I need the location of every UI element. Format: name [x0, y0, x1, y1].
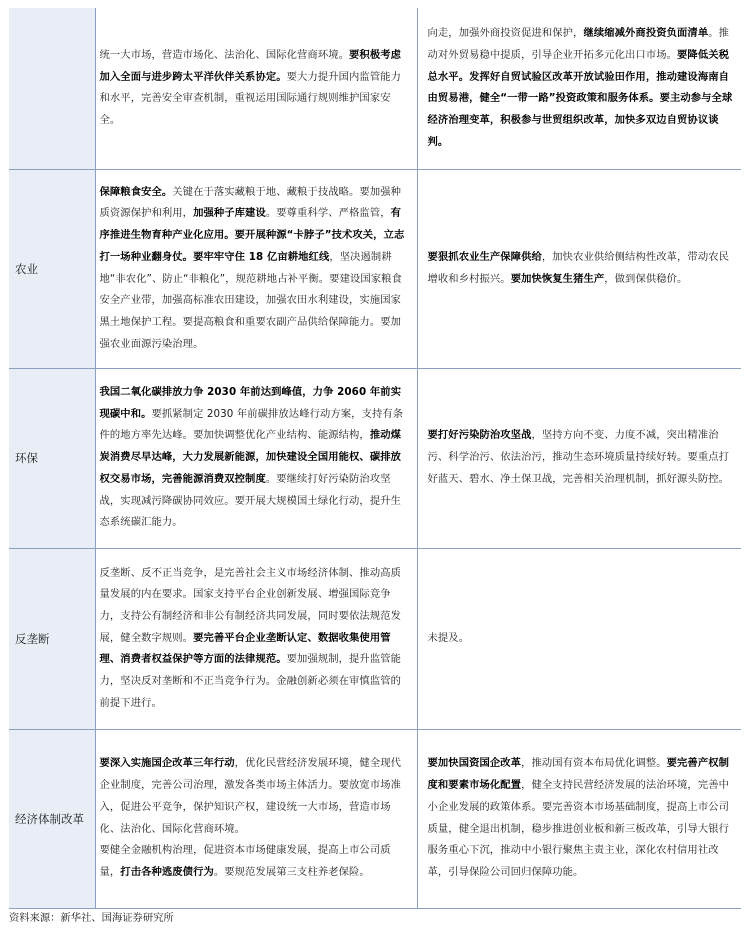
bold-text-run: 要完善平台企业垄断认定、数据收集使用管理、消费者权益保护等方面的法律规范。 [99, 631, 391, 666]
left-content-cell [95, 729, 417, 908]
text-run: 向走，加强外商投资促进和保护， [427, 27, 584, 40]
cell-paragraph [100, 45, 409, 132]
table-row [9, 729, 741, 908]
right-content-cell [417, 368, 741, 548]
right-content-cell [417, 729, 741, 908]
text-run: ，坚持方向不变、力度不减，突出精准治污、科学治污、依法治污，推动生态环境质量持续好转。要重点打好蓝天、碧水、净土保卫战，完善相关治理机制，抓好源头防控。 [427, 429, 730, 485]
text-run: ，坚决遏制耕地“非农化”、防止“非粮化”，规范耕地占补平衡。要建设国家粮食安全产业带，加强高标准农田建设，加强农田水利建设，实施国家黑土地保护工程。要提高粮食和重要农副产品供给保障能力。要加强农业面源污染治理。 [99, 250, 402, 350]
category-cell: 环保 [9, 368, 95, 548]
policy-comparison-document [9, 8, 741, 909]
text-run: 统一大市场，营造市场化、法治化、国际化营商环境。 [99, 48, 350, 61]
left-content-cell [95, 548, 417, 729]
text-run: 要健全金融机构治理，促进资本市场健康发展，提高上市公司质量， [99, 844, 391, 878]
text-run: ，推动国有资本布局优化调整。 [521, 757, 667, 770]
bold-text-run: 有序推进生物育种产业化应用。要开展种源“卡脖子”技术攻关，立志打一场种业翻身仗。要牢牢守住 18 亿亩耕地红线 [99, 207, 405, 263]
category-cell: 经济体制改革 [9, 729, 95, 908]
right-content-cell [417, 548, 741, 729]
cell-paragraph [100, 840, 409, 883]
bold-text-run: 我国二氧化碳排放力争 2030 年前达到峰值，力争 2060 年前实现碳中和。 [99, 386, 402, 420]
text-run: 关键在于落实藏粮于地、藏粮于技战略。要加强种质资源保护和利用， [99, 185, 402, 220]
bold-text-run: 要完善产权制度和要素市场化配置 [427, 757, 730, 792]
table-row [9, 368, 741, 548]
bold-text-run: 要积极考虑加入全面与进步跨太平洋伙伴关系协定。 [99, 48, 402, 83]
text-run: 。要规范发展第三支柱养老保险。 [213, 865, 370, 878]
bold-text-run: 推动煤炭消费尽早达峰，大力发展新能源，加快建设全国用能权、碳排放权交易市场，完善能源消费双控制度 [99, 429, 402, 485]
bold-text-run: 继续缩减外商投资负面清单 [583, 27, 709, 40]
right-content-cell [417, 8, 741, 169]
left-content-cell [95, 169, 417, 368]
text-run: ，优化民营经济发展环境，健全现代企业制度，完善公司治理，激发各类市场主体活力。要放宽市场准入，促进公平竞争，保护知识产权，建设统一大市场，营造市场化、法治化、国际化营商环境。 [99, 757, 402, 835]
bold-text-run: 要降低关税总水平。发挥好自贸试验区改革开放试验田作用，推动建设海南自由贸易港，健全“一带一路”投资政策和服务体系。要主动参与全球经济治理变革，积极参与世贸组织改革，加快多双边自贸协议谈判。 [427, 48, 733, 148]
cell-paragraph [100, 382, 409, 534]
text-run: ，健全支持民营经济发展的法治环境，完善中小企业发展的政策体系。要完善资本市场基础制度，提高上市公司质量，健全退出机制，稳步推进创业板和新三板改革，引导大银行服务重心下沉，推动中小银行聚焦主责主业，深化农村信用社改革，引导保险公司回归保障功能。 [427, 779, 730, 878]
bold-text-run: 要狠抓农业生产保障供给 [427, 250, 542, 263]
table-row [9, 169, 741, 368]
bold-text-run: 要加快国资国企改革 [427, 757, 522, 770]
left-content-cell [95, 368, 417, 548]
table-row [9, 548, 741, 729]
right-content-cell [417, 169, 741, 368]
cell-paragraph [428, 753, 734, 883]
category-cell: 农业 [9, 169, 95, 368]
text-run: ，加快农业供给侧结构性改革，带动农民增收和乡村振兴。 [427, 250, 730, 285]
policy-comparison-table [9, 8, 741, 909]
cell-paragraph [428, 247, 734, 290]
bold-text-run: 打击各种逃废债行为 [120, 865, 214, 878]
text-run: 反垄断、反不正当竞争，是完善社会主义市场经济体制、推动高质量发展的内在要求。国家支持平台企业创新发展、增强国际竞争力，支持公有制经济和非公有制经济共同发展，同时要依法规范发展，健全数字规则。 [99, 566, 402, 644]
category-cell: 反垄断 [9, 548, 95, 729]
cell-paragraph [100, 563, 409, 715]
cell-paragraph [428, 628, 734, 650]
bold-text-run: 要打好污染防治攻坚战 [427, 429, 532, 442]
text-run: 。要继续打好污染防治攻坚战，实现减污降碳协同效应。要开展大规模国土绿化行动，提升生态系统碳汇能力。 [99, 472, 402, 529]
cell-paragraph [428, 23, 734, 153]
text-run: 。推动对外贸易稳中提质，引导企业开拓多元化出口市场。 [427, 27, 730, 61]
left-content-cell [95, 8, 417, 169]
bold-text-run: 保障粮食安全。 [99, 185, 173, 198]
cell-paragraph [100, 182, 409, 356]
text-run: 未提及。 [427, 631, 470, 644]
text-run: 。要尊重科学、严格监管， [265, 207, 391, 220]
cell-paragraph [428, 425, 734, 490]
category-cell [9, 8, 95, 169]
cell-paragraph [100, 753, 409, 840]
text-run: 要抓紧制定 2030 年前碳排放达峰行动方案，支持有条件的地方率先达峰。要加快调整优化产业结构、能源结构， [99, 407, 404, 442]
bold-text-run: 要深入实施国企改革三年行动 [99, 757, 235, 770]
text-run: 要大力提升国内监管能力和水平，完善安全审查机制，重视运用国际通行规则维护国家安全。 [99, 70, 402, 126]
bold-text-run: 加强种子库建设 [193, 207, 266, 220]
text-run: 要加强规制，提升监管能力，坚决反对垄断和不正当竞争行为。金融创新必须在审慎监管的前提下进行。 [99, 653, 402, 709]
source-note: 资料来源：新华社、国海证券研究所 [9, 912, 174, 924]
text-run: ，做到保供稳价。 [604, 272, 688, 285]
table-row [9, 8, 741, 169]
bold-text-run: 要加快恢复生猪生产 [510, 272, 605, 285]
